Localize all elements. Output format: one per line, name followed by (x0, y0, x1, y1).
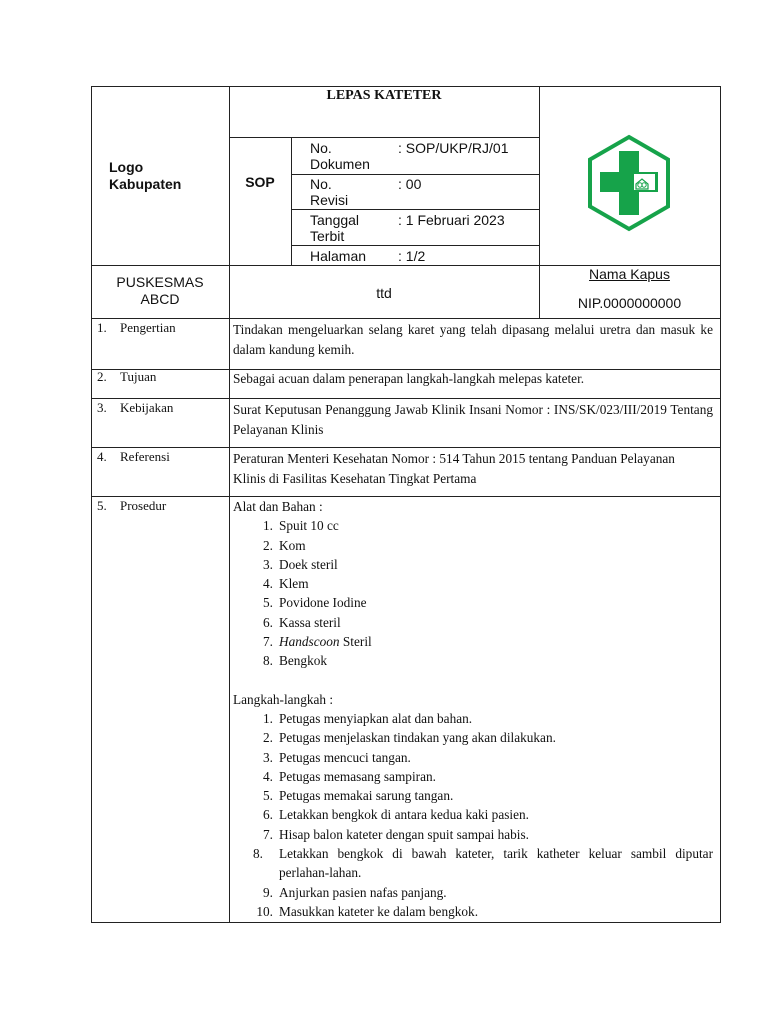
list-item (233, 555, 713, 574)
field-halaman-label: Halaman (310, 248, 367, 264)
item-number: 7. (263, 826, 273, 842)
section-label-referensi (97, 449, 170, 465)
item-text-italic: Handscoon (279, 634, 340, 650)
section-label-prosedur (97, 498, 166, 514)
item-number: 6. (263, 614, 273, 630)
list-item (233, 651, 713, 670)
field-no-revisi-label (310, 176, 348, 208)
item-number: 9. (263, 884, 273, 900)
item-text: Povidone Iodine (279, 595, 367, 611)
section-label-kebijakan (97, 400, 173, 416)
field-label-line2: Dokumen (310, 156, 370, 172)
field-label-line2: Terbit (310, 228, 345, 244)
item-text: Kassa steril (279, 614, 341, 630)
item-number: 2. (263, 537, 273, 553)
puskesmas-name (91, 274, 229, 308)
item-text: Masukkan kateter ke dalam bengkok. (279, 903, 479, 919)
section-content-pengertian: Tindakan mengeluarkan selang karet yang telah dipasang melalui uretra dan masuk ke dalam kandung kemih. (233, 322, 713, 357)
item-number: 4. (263, 768, 273, 784)
alat-heading: Alat dan Bahan : (233, 499, 323, 514)
section-label-tujuan (97, 369, 156, 385)
item-number: 7. (263, 634, 273, 650)
field-tanggal-terbit-value: : 1 Februari 2023 (398, 212, 505, 228)
item-text: Kom (279, 537, 306, 553)
section-label-pengertian (97, 320, 176, 336)
item-number: 5. (263, 595, 273, 611)
list-item (233, 786, 713, 805)
list-item (233, 593, 713, 612)
section-content-kebijakan: Surat Keputusan Penanggung Jawab Klinik Insani Nomor : INS/SK/023/III/2019 Tentang Pelayanan Klinis (233, 402, 713, 437)
langkah-list (233, 709, 713, 921)
item-text: Letakkan bengkok di antara kedua kaki pasien. (279, 807, 529, 823)
list-item (233, 748, 713, 767)
item-text: Petugas menyiapkan alat dan bahan. (279, 710, 473, 726)
item-number: 2. (263, 730, 273, 746)
nip: NIP.0000000000 (577, 295, 682, 311)
section-label-text: Pengertian (120, 320, 176, 335)
item-text: Doek steril (279, 556, 338, 572)
prosedur-content (233, 497, 713, 921)
item-number: 6. (263, 807, 273, 823)
langkah-heading: Langkah-langkah : (233, 691, 334, 707)
item-number: 3. (263, 556, 273, 572)
list-item (233, 805, 713, 824)
item-text: Petugas memasang sampiran. (279, 768, 436, 784)
section-content-referensi: Peraturan Menteri Kesehatan Nomor : 514 Tahun 2015 tentang Panduan Pelayanan Klinis di Fasilitas Kesehatan Tingkat Pertama (233, 451, 675, 486)
section-label-text: Prosedur (120, 498, 167, 513)
list-item (233, 767, 713, 786)
item-text: Anjurkan pasien nafas panjang. (279, 884, 447, 900)
list-item (233, 536, 713, 555)
list-item (233, 844, 713, 883)
item-number: 1. (263, 710, 273, 726)
item-text: Bengkok (279, 653, 328, 669)
logo-kabupaten-label (109, 159, 181, 193)
list-item (233, 825, 713, 844)
list-item (233, 902, 713, 921)
field-label-line1: No. (310, 140, 332, 156)
puskesmas-name-line1: PUSKESMAS (116, 274, 204, 290)
item-number: 5. (263, 788, 273, 804)
sop-label: SOP (245, 174, 275, 190)
item-number: 10. (256, 903, 273, 919)
item-text: Petugas menjelaskan tindakan yang akan dilakukan. (279, 730, 556, 746)
list-item (233, 574, 713, 593)
field-label-line1: No. (310, 176, 332, 192)
item-text: Steril (339, 634, 372, 650)
section-num: 4. (97, 449, 107, 464)
item-text: Letakkan bengkok di bawah kateter, tarik katheter keluar sambil diputar perlahan-lahan. (279, 846, 713, 881)
field-no-dokumen-value: : SOP/UKP/RJ/01 (398, 140, 509, 156)
section-num: 1. (97, 320, 107, 335)
item-text: Hisap balon kateter dengan spuit sampai habis. (279, 826, 529, 842)
item-number: 4. (263, 576, 273, 592)
list-item (233, 709, 713, 728)
item-text: Spuit 10 cc (279, 518, 339, 534)
section-content-tujuan: Sebagai acuan dalam penerapan langkah-langkah melepas kateter. (233, 371, 585, 386)
item-text: Petugas memakai sarung tangan. (279, 788, 454, 804)
alat-list (233, 516, 713, 670)
list-item (233, 632, 713, 651)
section-num: 5. (97, 498, 107, 513)
puskesmas-name-line2: ABCD (140, 291, 180, 307)
item-number: 1. (263, 518, 273, 534)
item-text: Klem (279, 576, 309, 592)
field-label-line2: Revisi (310, 192, 349, 208)
document-title: LEPAS KATETER (326, 88, 442, 103)
field-halaman-value: : 1/2 (398, 248, 426, 264)
field-label-line1: Tanggal (310, 212, 360, 228)
list-item (233, 516, 713, 535)
puskesmas-logo-icon (586, 134, 672, 232)
nama-kapus: Nama Kapus (589, 266, 670, 282)
section-label-text: Tujuan (120, 369, 157, 384)
item-number: 8. (263, 653, 273, 669)
item-number: 3. (263, 749, 273, 765)
item-text: Petugas mencuci tangan. (279, 749, 411, 765)
logo-kabupaten-line1: Logo (109, 159, 144, 175)
list-item (233, 883, 713, 902)
list-item (233, 728, 713, 747)
section-label-text: Kebijakan (120, 400, 174, 415)
section-num: 2. (97, 369, 107, 384)
puskesmas-logo (586, 134, 672, 232)
field-tanggal-terbit-label (310, 212, 359, 244)
list-item (233, 613, 713, 632)
field-no-dokumen-label (310, 140, 370, 172)
field-no-revisi-value: : 00 (398, 176, 422, 192)
item-number: 8. (253, 846, 263, 862)
ttd-signature: ttd (376, 285, 392, 301)
logo-kabupaten-line2: Kabupaten (109, 176, 182, 192)
section-label-text: Referensi (120, 449, 170, 464)
section-num: 3. (97, 400, 107, 415)
